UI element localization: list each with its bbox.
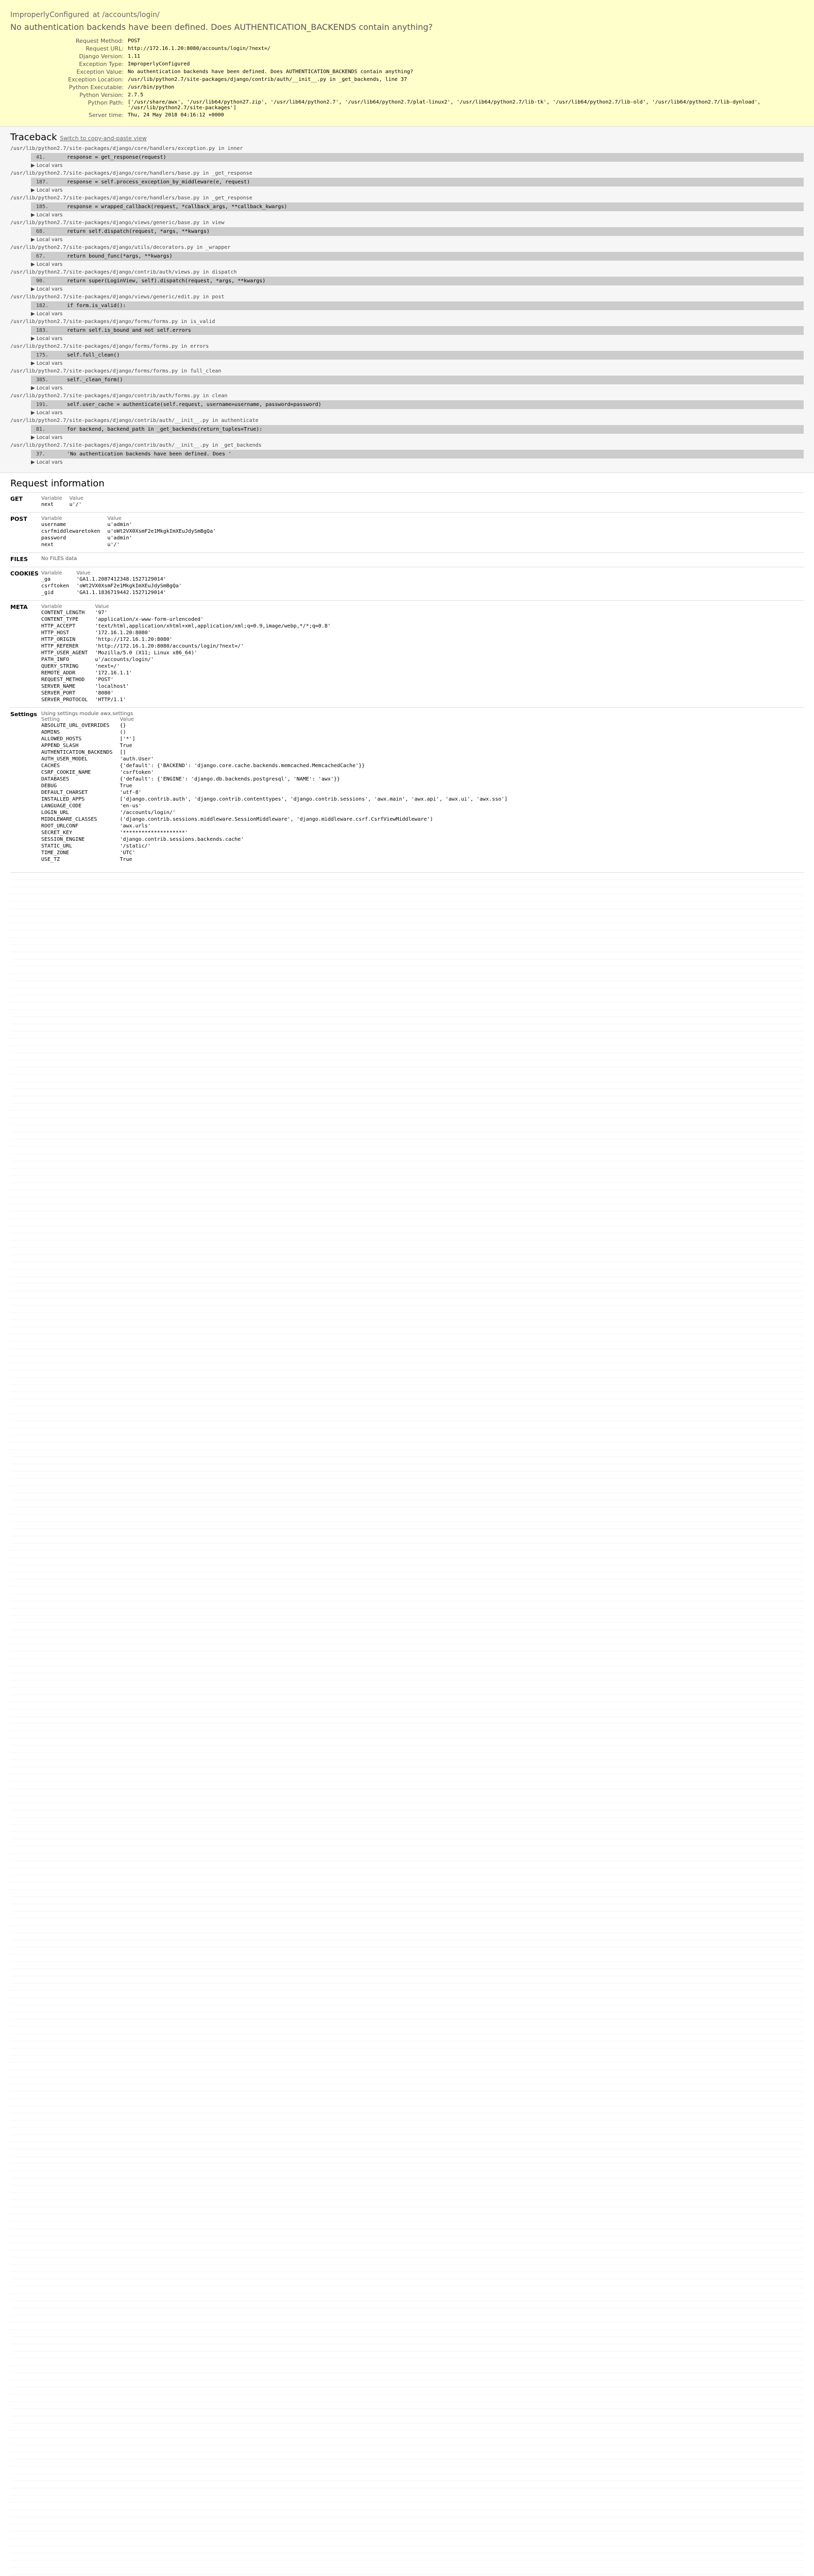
variable-name: REMOTE_ADDR	[41, 670, 76, 676]
table-header-row	[41, 516, 223, 521]
frame-codeline[interactable]	[31, 425, 804, 434]
traceback-panel	[0, 127, 814, 473]
table-row	[41, 609, 338, 616]
table-row	[41, 789, 515, 796]
request-path: at /accounts/login/	[92, 11, 160, 19]
frame-line-number: 185.	[36, 204, 49, 210]
frame-codeline[interactable]	[31, 178, 804, 187]
frame-filename: /usr/lib/python2.7/site-packages/django/core/handlers/exception.py in inner	[10, 146, 243, 151]
variable-value: 'oWt2VX0XsmF2e1MkgkImXEuJdySmBgQa'	[76, 583, 182, 589]
table-row	[41, 823, 515, 829]
meta-key: Exception Value:	[76, 69, 124, 75]
variable-value: 'utf-8'	[120, 790, 142, 795]
variable-name: APPEND_SLASH	[41, 743, 79, 749]
variable-value: 'application/x-www-form-urlencoded'	[95, 617, 204, 622]
table-row	[41, 722, 515, 729]
local-vars-toggle[interactable]: ▶ Local vars	[31, 286, 63, 292]
section-table	[41, 717, 515, 863]
variable-value: u'admin'	[107, 535, 132, 541]
variable-name: username	[41, 522, 66, 528]
variable-value: '/static/'	[120, 843, 151, 849]
table-row	[41, 663, 338, 670]
frame-source: response = wrapped_callback(request, *callback_args, **callback_kwargs)	[67, 204, 287, 210]
local-vars-toggle[interactable]: ▶ Local vars	[31, 435, 63, 440]
variable-value: '172.16.1.1'	[95, 670, 132, 676]
meta-value: /usr/bin/python	[128, 84, 175, 90]
variable-name: HTTP_ORIGIN	[41, 637, 76, 642]
table-row	[41, 816, 515, 823]
variable-name: password	[41, 535, 66, 541]
local-vars-toggle[interactable]: ▶ Local vars	[31, 410, 63, 416]
local-vars-toggle[interactable]: ▶ Local vars	[31, 361, 63, 366]
column-header: Variable	[41, 570, 62, 576]
variable-value: {'default': {'BACKEND': 'django.core.cache.backends.memcached.MemcachedCache'}}	[120, 763, 365, 769]
meta-row	[10, 76, 804, 83]
variable-name: DEBUG	[41, 783, 57, 789]
meta-key: Python Version:	[79, 92, 124, 98]
variable-name: LOGIN_URL	[41, 810, 70, 816]
variable-name: CONTENT_TYPE	[41, 617, 79, 622]
variable-value: ()	[120, 730, 126, 735]
column-header: Value	[76, 570, 91, 576]
variable-value: 'en-us'	[120, 803, 142, 809]
section-table	[41, 604, 338, 703]
table-row	[41, 783, 515, 789]
traceback-frame	[10, 245, 804, 267]
page-title	[10, 7, 804, 20]
meta-row	[10, 37, 804, 45]
section-label: META	[10, 604, 28, 611]
frame-line-number: 37.	[36, 451, 46, 457]
variable-value: 'django.contrib.sessions.backends.cache'	[120, 837, 244, 842]
meta-row	[10, 68, 804, 76]
variable-value: '172.16.1.20:8080'	[95, 630, 151, 636]
column-header: Value	[120, 717, 134, 722]
frame-line-number: 90.	[36, 278, 46, 284]
traceback-frame	[10, 269, 804, 292]
frame-source: return super(LoginView, self).dispatch(request, *args, **kwargs)	[67, 278, 266, 284]
summary-panel	[0, 0, 814, 127]
meta-key: Server time:	[88, 112, 124, 118]
frame-filename: /usr/lib/python2.7/site-packages/django/views/generic/edit.py in post	[10, 294, 225, 300]
variable-name: USE_TZ	[41, 857, 60, 862]
section-get	[10, 492, 804, 512]
variable-name: DEFAULT_CHARSET	[41, 790, 88, 795]
table-header-row	[41, 496, 91, 501]
variable-value: 'UTC'	[120, 850, 135, 856]
table-row	[41, 616, 338, 623]
traceback-frame	[10, 146, 804, 168]
traceback-frame	[10, 393, 804, 416]
variable-name: ADMINS	[41, 730, 60, 735]
table-row	[41, 636, 338, 643]
traceback-frame	[10, 368, 804, 391]
meta-row	[10, 99, 804, 111]
table-row	[41, 829, 515, 836]
variable-name: next	[41, 502, 54, 507]
variable-value: 'POST'	[95, 677, 114, 683]
column-header: Variable	[41, 496, 62, 501]
local-vars-toggle[interactable]: ▶ Local vars	[31, 460, 63, 465]
frame-source: return self.dispatch(request, *args, **kwargs)	[67, 229, 210, 234]
variable-value: 'Mozilla/5.0 (X11; Linux x86_64)'	[95, 650, 197, 656]
table-row	[41, 729, 515, 736]
meta-key: Python Executable:	[69, 84, 124, 91]
frame-source: response = self.process_exception_by_middleware(e, request)	[67, 179, 250, 185]
variable-name: next	[41, 542, 54, 548]
section-body	[41, 516, 223, 548]
variable-value: 'text/html,application/xhtml+xml,application/xml;q=0.9,image/webp,*/*;q=0.8'	[95, 623, 331, 629]
variable-name: ROOT_URLCONF	[41, 823, 79, 829]
frame-line-number: 68.	[36, 229, 46, 234]
meta-row	[10, 83, 804, 91]
request-info-panel	[0, 473, 814, 872]
variable-value: 'http://172.16.1.20:8080/accounts/login/?next=/'	[95, 643, 244, 649]
frame-codeline[interactable]	[31, 450, 804, 459]
variable-name: CONTENT_LENGTH	[41, 610, 85, 616]
meta-row	[10, 53, 804, 60]
frame-source: self._clean_form()	[67, 377, 123, 383]
frame-line-number: 175.	[36, 352, 49, 358]
section-label: FILES	[10, 556, 28, 563]
column-header: Variable	[41, 516, 62, 521]
meta-key: Django Version:	[79, 53, 124, 60]
section-post	[10, 512, 804, 552]
frame-source: 'No authentication backends have been defined. Does '	[67, 451, 232, 457]
table-row	[41, 756, 515, 762]
frame-codeline[interactable]	[31, 227, 804, 236]
frame-codeline[interactable]	[31, 301, 804, 310]
variable-value: True	[120, 783, 132, 789]
variable-value: 'GA1.1.2087412348.1527129014'	[76, 577, 166, 582]
variable-value: 'http://172.16.1.20:8080'	[95, 637, 173, 642]
frame-filename: /usr/lib/python2.7/site-packages/django/contrib/auth/views.py in dispatch	[10, 269, 237, 275]
frame-filename: /usr/lib/python2.7/site-packages/django/contrib/auth/forms.py in clean	[10, 393, 228, 399]
frame-line-number: 182.	[36, 303, 49, 309]
frame-filename: /usr/lib/python2.7/site-packages/django/core/handlers/base.py in _get_response	[10, 171, 252, 176]
section-body	[41, 711, 515, 863]
meta-key: Exception Type:	[79, 61, 124, 67]
section-body	[41, 570, 189, 596]
variable-value: '********************'	[120, 830, 188, 836]
meta-key: Request URL:	[86, 45, 124, 52]
summary-meta-table	[10, 37, 804, 119]
section-files	[10, 552, 804, 567]
table-row	[41, 676, 338, 683]
table-row	[41, 643, 338, 650]
meta-value: POST	[128, 38, 141, 44]
meta-key: Request Method:	[75, 38, 124, 44]
variable-name: AUTH_USER_MODEL	[41, 756, 88, 762]
table-row	[41, 742, 515, 749]
local-vars-toggle[interactable]: ▶ Local vars	[31, 212, 63, 218]
traceback-frame	[10, 294, 804, 317]
frame-filename: /usr/lib/python2.7/site-packages/django/forms/forms.py in is_valid	[10, 319, 215, 325]
table-row	[41, 670, 338, 676]
section-body	[41, 496, 91, 508]
frame-filename: /usr/lib/python2.7/site-packages/django/contrib/auth/__init__.py in authenticate	[10, 418, 259, 423]
variable-value: 'GA1.1.1836719442.1527129014'	[76, 590, 166, 596]
variable-value: u'admin'	[107, 522, 132, 528]
variable-value: 'awx.urls'	[120, 823, 151, 829]
settings-note: Using settings module awx.settings	[41, 711, 133, 717]
frame-line-number: 67.	[36, 253, 46, 259]
frame-filename: /usr/lib/python2.7/site-packages/django/core/handlers/base.py in _get_response	[10, 195, 252, 201]
variable-value: ['*']	[120, 736, 135, 742]
frame-source: return self.is_bound and not self.errors	[67, 328, 191, 333]
table-row	[41, 650, 338, 656]
variable-value: ['django.contrib.auth', 'django.contrib.contenttypes', 'django.contrib.sessions', 'awx.main', 'awx.api', 'awx.ui', 'awx.sso']	[120, 796, 508, 802]
table-row	[41, 656, 338, 663]
table-row	[41, 630, 338, 636]
traceback-frame	[10, 220, 804, 243]
local-vars-toggle[interactable]: ▶ Local vars	[31, 336, 63, 342]
local-vars-toggle[interactable]: ▶ Local vars	[31, 311, 63, 317]
variable-value: {}	[120, 723, 126, 728]
frame-codeline[interactable]	[31, 351, 804, 360]
variable-name: STATIC_URL	[41, 843, 73, 849]
meta-value: http://172.16.1.20:8080/accounts/login/?next=/	[128, 46, 270, 52]
local-vars-toggle[interactable]: ▶ Local vars	[31, 188, 63, 193]
traceback-heading	[10, 132, 804, 143]
variable-value: True	[120, 857, 132, 862]
frame-filename: /usr/lib/python2.7/site-packages/django/utils/decorators.py in _wrapper	[10, 245, 231, 250]
frame-source: self.full_clean()	[67, 352, 120, 358]
section-settings	[10, 707, 804, 867]
table-row	[41, 796, 515, 803]
meta-row	[10, 60, 804, 68]
table-row	[41, 589, 189, 596]
table-row	[41, 541, 223, 548]
variable-value: 'csrftoken'	[120, 770, 154, 775]
variable-name: AUTHENTICATION_BACKENDS	[41, 750, 113, 755]
table-row	[41, 501, 91, 508]
traceback-frame	[10, 171, 804, 193]
traceback-title: Traceback	[10, 132, 57, 143]
section-meta	[10, 600, 804, 707]
column-header: Setting	[41, 717, 60, 722]
variable-name: HTTP_REFERER	[41, 643, 79, 649]
frame-source: for backend, backend_path in _get_backends(return_tuples=True):	[67, 427, 263, 432]
settings-continuation	[10, 872, 804, 2576]
frame-filename: /usr/lib/python2.7/site-packages/django/contrib/auth/__init__.py in _get_backends	[10, 443, 262, 448]
traceback-frame	[10, 344, 804, 366]
local-vars-toggle[interactable]: ▶ Local vars	[31, 237, 63, 243]
variable-value: 'auth.User'	[120, 756, 154, 762]
variable-name: ABSOLUTE_URL_OVERRIDES	[41, 723, 110, 728]
variable-name: HTTP_ACCEPT	[41, 623, 76, 629]
column-header: Value	[69, 496, 83, 501]
variable-value: u'oWt2VX0XsmF2e1MkgkImXEuJdySmBgQa'	[107, 529, 216, 534]
frame-filename: /usr/lib/python2.7/site-packages/django/forms/forms.py in errors	[10, 344, 209, 349]
variable-value: {'default': {'ENGINE': 'django.db.backends.postgresql', 'NAME': 'awx'}}	[120, 776, 340, 782]
variable-value: True	[120, 743, 132, 749]
exception-value: No authentication backends have been defined. Does AUTHENTICATION_BACKENDS contain anything?	[10, 22, 433, 32]
variable-value: 'localhost'	[95, 684, 129, 689]
variable-name: SERVER_PROTOCOL	[41, 697, 88, 703]
table-header-row	[41, 604, 338, 609]
meta-key: Exception Location:	[68, 76, 124, 83]
local-vars-toggle[interactable]: ▶ Local vars	[31, 163, 63, 168]
frame-source: return bound_func(*args, **kwargs)	[67, 253, 173, 259]
meta-value: 1.11	[128, 54, 141, 59]
table-row	[41, 683, 338, 690]
table-row	[41, 856, 515, 863]
frame-line-number: 191.	[36, 402, 49, 408]
meta-row	[10, 91, 804, 99]
table-row	[41, 528, 223, 535]
variable-value: u'/accounts/login/'	[95, 657, 154, 663]
section-table	[41, 516, 223, 548]
table-row	[41, 836, 515, 843]
frame-codeline[interactable]	[31, 202, 804, 211]
variable-value: 'HTTP/1.1'	[95, 697, 126, 703]
table-row	[41, 690, 338, 697]
column-header: Value	[95, 604, 109, 609]
section-label: COOKIES	[10, 570, 39, 577]
variable-value: []	[120, 750, 126, 755]
variable-name: _gid	[41, 590, 54, 596]
variable-name: QUERY_STRING	[41, 664, 79, 669]
frame-filename: /usr/lib/python2.7/site-packages/django/views/generic/base.py in view	[10, 220, 225, 226]
variable-name: HTTP_HOST	[41, 630, 70, 636]
variable-name: csrfmiddlewaretoken	[41, 529, 100, 534]
variable-value: '/accounts/login/'	[120, 810, 176, 816]
table-row	[41, 749, 515, 756]
empty-note: No FILES data	[41, 556, 77, 562]
meta-value: ['/usr/share/awx', '/usr/lib64/python27.zip', '/usr/lib64/python2.7', '/usr/lib64/python2.7/plat-linux2', '/usr/lib64/python2.7/lib-tk', '/usr/lib64/python2.7/lib-old', '/usr/lib64/python2.7/lib-dynload', '/usr/lib/python2.7/site-packages']	[128, 99, 761, 111]
meta-row	[10, 111, 804, 119]
variable-value: '8080'	[95, 690, 114, 696]
table-row	[41, 736, 515, 742]
frame-source: response = get_response(request)	[67, 155, 166, 160]
variable-name: SERVER_PORT	[41, 690, 76, 696]
local-vars-toggle[interactable]: ▶ Local vars	[31, 262, 63, 267]
table-row	[41, 843, 515, 850]
section-body	[41, 604, 338, 703]
request-info-heading: Request information	[10, 478, 105, 489]
variable-value: u'/'	[69, 502, 82, 507]
table-row	[41, 803, 515, 809]
meta-value: 2.7.5	[128, 92, 144, 98]
variable-name: CSRF_COOKIE_NAME	[41, 770, 91, 775]
column-header: Variable	[41, 604, 62, 609]
meta-row	[10, 45, 804, 53]
variable-name: SESSION_ENGINE	[41, 837, 85, 842]
frame-codeline[interactable]	[31, 376, 804, 384]
traceback-frames	[10, 146, 804, 465]
table-row	[41, 776, 515, 783]
column-header: Value	[107, 516, 122, 521]
variable-name: CACHES	[41, 763, 60, 769]
table-row	[41, 697, 338, 703]
frame-codeline[interactable]	[31, 277, 804, 285]
table-row	[41, 809, 515, 816]
table-row	[41, 623, 338, 630]
request-sections	[10, 492, 804, 867]
variable-name: REQUEST_METHOD	[41, 677, 85, 683]
table-row	[41, 583, 189, 589]
traceback-frame	[10, 319, 804, 342]
variable-name: HTTP_USER_AGENT	[41, 650, 88, 656]
section-label: Settings	[10, 711, 37, 718]
variable-name: DATABASES	[41, 776, 70, 782]
section-body	[41, 556, 77, 563]
variable-name: csrftoken	[41, 583, 70, 589]
table-row	[41, 576, 189, 583]
variable-name: INSTALLED_APPS	[41, 796, 85, 802]
section-table	[41, 496, 91, 508]
table-row	[41, 762, 515, 769]
frame-codeline[interactable]	[31, 252, 804, 261]
variable-name: ALLOWED_HOSTS	[41, 736, 82, 742]
frame-line-number: 81.	[36, 427, 46, 432]
traceback-frame	[10, 443, 804, 465]
variable-name: _ga	[41, 577, 51, 582]
switch-view-link[interactable]: Switch to copy-and-paste view	[60, 135, 147, 142]
table-row	[41, 521, 223, 528]
meta-value: Thu, 24 May 2018 04:16:12 +0000	[128, 112, 224, 118]
frame-line-number: 385.	[36, 377, 49, 383]
variable-name: TIME_ZONE	[41, 850, 70, 856]
traceback-frame	[10, 418, 804, 440]
variable-name: MIDDLEWARE_CLASSES	[41, 817, 97, 822]
section-cookies	[10, 567, 804, 600]
table-header-row	[41, 570, 189, 576]
variable-name: SECRET_KEY	[41, 830, 73, 836]
table-row	[41, 769, 515, 776]
variable-value: 'next=/'	[95, 664, 120, 669]
variable-value: ('django.contrib.sessions.middleware.SessionMiddleware', 'django.middleware.csrf.CsrfViewMiddleware')	[120, 817, 433, 822]
section-label: GET	[10, 496, 23, 502]
variable-value: '97'	[95, 610, 108, 616]
section-label: POST	[10, 516, 27, 522]
meta-value: No authentication backends have been defined. Does AUTHENTICATION_BACKENDS contain anything?	[128, 69, 413, 75]
frame-source: self.user_cache = authenticate(self.request, username=username, password=password)	[67, 402, 321, 408]
table-header-row	[41, 717, 515, 722]
meta-value: /usr/lib/python2.7/site-packages/django/contrib/auth/__init__.py in _get_backends, line 37	[128, 77, 407, 82]
frame-line-number: 183.	[36, 328, 49, 333]
frame-line-number: 187.	[36, 179, 49, 185]
frame-codeline[interactable]	[31, 153, 804, 162]
frame-filename: /usr/lib/python2.7/site-packages/django/forms/forms.py in full_clean	[10, 368, 222, 374]
frame-codeline[interactable]	[31, 400, 804, 409]
frame-line-number: 41.	[36, 155, 46, 160]
local-vars-toggle[interactable]: ▶ Local vars	[31, 385, 63, 391]
frame-source: if form.is_valid():	[67, 303, 126, 309]
variable-name: PATH_INFO	[41, 657, 70, 663]
exception-title: ImproperlyConfigured	[10, 11, 89, 19]
table-row	[41, 535, 223, 541]
meta-key: Python Path:	[88, 99, 124, 106]
section-table	[41, 570, 189, 596]
frame-codeline[interactable]	[31, 326, 804, 335]
variable-name: LANGUAGE_CODE	[41, 803, 82, 809]
variable-name: SERVER_NAME	[41, 684, 76, 689]
variable-value: u'/'	[107, 542, 120, 548]
table-row	[41, 850, 515, 856]
meta-value: ImproperlyConfigured	[128, 61, 190, 67]
traceback-frame	[10, 195, 804, 218]
